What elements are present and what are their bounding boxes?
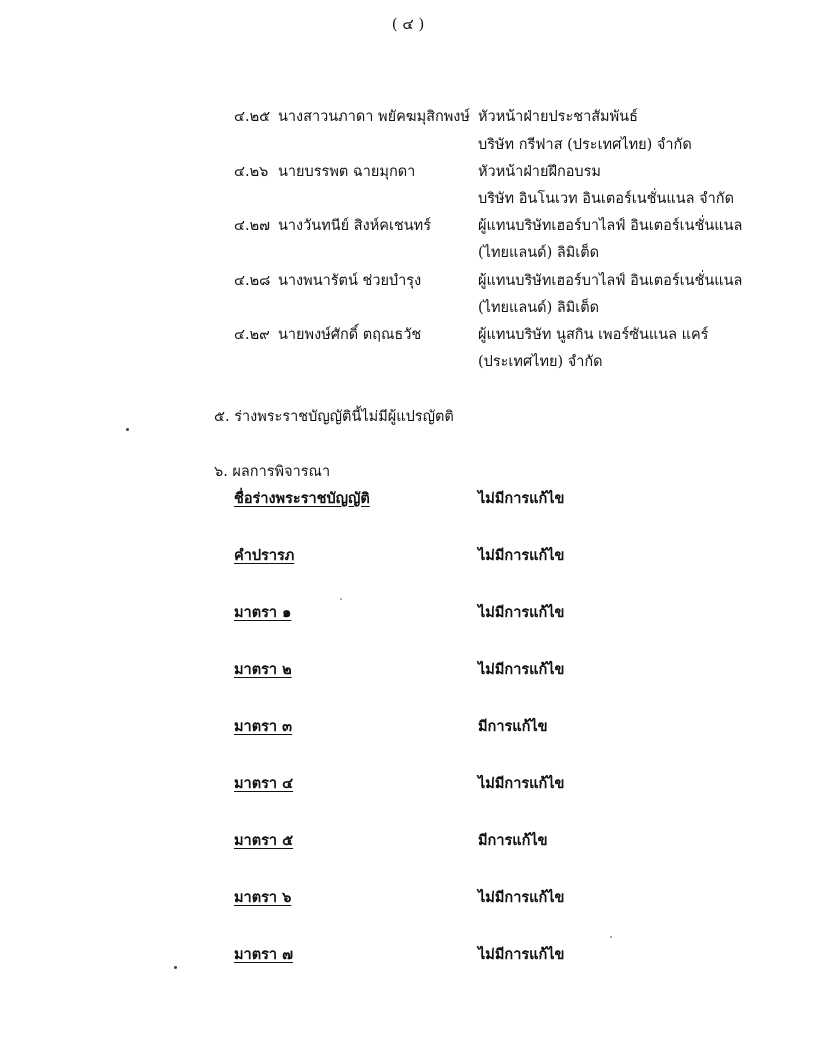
member-name: นางวันทนีย์ สิงห์คเชนทร์ — [278, 218, 432, 234]
member-role-line-1: หัวหน้าฝ่ายประชาสัมพันธ์ — [478, 109, 638, 125]
item-result: มีการแก้ไข — [478, 718, 548, 735]
member-role-line-1: หัวหน้าฝ่ายฝึกอบรม — [478, 164, 601, 180]
member-role-line-1: ผู้แทนบริษัทเฮอร์บาไลฟ์ อินเตอร์เนชั่นแนล — [478, 218, 743, 234]
member-role-line-2: (ไทยแลนด์) ลิมิเต็ด — [478, 245, 600, 261]
item-label: มาตรา ๓ — [234, 718, 293, 735]
member-number: ๔.๒๖ — [234, 164, 269, 180]
member-role-line-1: ผู้แทนบริษัทเฮอร์บาไลฟ์ อินเตอร์เนชั่นแนล — [478, 273, 743, 289]
item-label: คำปรารภ — [234, 547, 295, 564]
scan-speck — [610, 936, 612, 938]
item-result: ไม่มีการแก้ไข — [478, 661, 565, 678]
item-label: ชื่อร่างพระราชบัญญัติ — [234, 490, 370, 507]
page-number: ( ๔ ) — [391, 15, 425, 33]
member-number: ๔.๒๘ — [234, 273, 271, 289]
member-number: ๔.๒๙ — [234, 327, 270, 343]
item-result: มีการแก้ไข — [478, 832, 548, 849]
member-role-line-1: ผู้แทนบริษัท นูสกิน เพอร์ซันแนล แคร์ — [478, 327, 709, 343]
item-label: มาตรา ๗ — [234, 946, 293, 963]
section-5-text: ๕. ร่างพระราชบัญญัตินี้ไม่มีผู้แปรญัตติ — [214, 409, 454, 425]
item-label: มาตรา ๑ — [234, 604, 292, 621]
member-role-line-2: บริษัท อินโนเวท อินเตอร์เนชั่นแนล จำกัด — [478, 191, 735, 207]
item-result: ไม่มีการแก้ไข — [478, 946, 565, 963]
member-name: นายพงษ์ศักดิ์ ตฤณธวัช — [278, 327, 422, 343]
item-result: ไม่มีการแก้ไข — [478, 889, 565, 906]
member-name: นางพนารัตน์ ช่วยบำรุง — [278, 273, 422, 289]
item-label: มาตรา ๖ — [234, 889, 292, 906]
section-6-heading: ๖. ผลการพิจารณา — [214, 464, 331, 480]
scan-speck — [340, 598, 342, 600]
item-result: ไม่มีการแก้ไข — [478, 604, 565, 621]
scan-speck — [174, 966, 177, 969]
item-result: ไม่มีการแก้ไข — [478, 490, 565, 507]
member-name: นางสาวนภาดา พยัคฆมุสิกพงษ์ — [278, 109, 470, 125]
member-name: นายบรรพต ฉายมุกดา — [278, 164, 416, 180]
scan-speck — [126, 428, 129, 431]
member-role-line-2: (ไทยแลนด์) ลิมิเต็ด — [478, 300, 600, 316]
member-role-line-2: (ประเทศไทย) จำกัด — [478, 354, 603, 370]
item-label: มาตรา ๕ — [234, 832, 294, 849]
member-number: ๔.๒๗ — [234, 218, 271, 234]
member-number: ๔.๒๕ — [234, 109, 271, 125]
item-label: มาตรา ๒ — [234, 661, 292, 678]
item-label: มาตรา ๔ — [234, 775, 294, 792]
item-result: ไม่มีการแก้ไข — [478, 547, 565, 564]
member-role-line-2: บริษัท กรีฟาส (ประเทศไทย) จำกัด — [478, 137, 692, 153]
item-result: ไม่มีการแก้ไข — [478, 775, 565, 792]
